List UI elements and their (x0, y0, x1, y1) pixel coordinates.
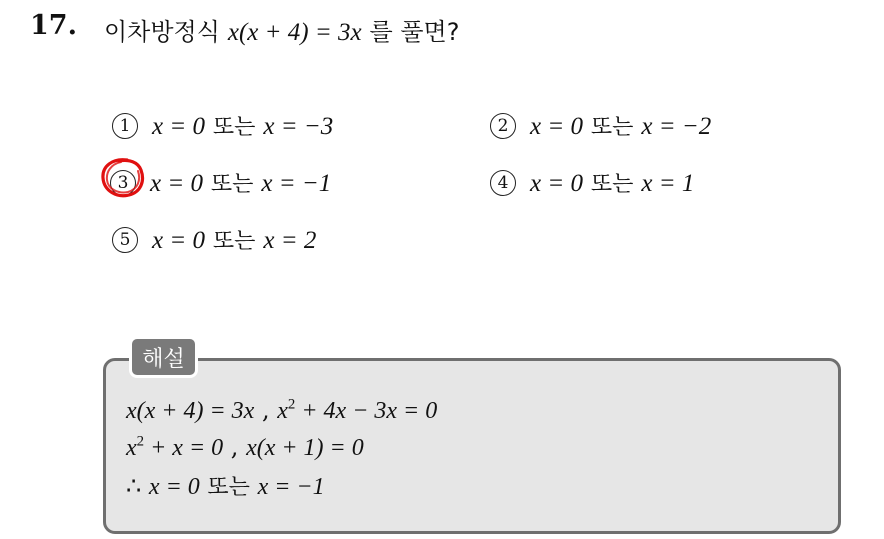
solution-var: x (126, 435, 137, 461)
solution-line-1 (126, 396, 437, 425)
choice-connector: 또는 (212, 115, 256, 140)
solution-answer-a: x = 0 (148, 474, 200, 500)
solution-expr-rest: + x = 0 (144, 435, 224, 461)
choice-value-b: x = −1 (261, 170, 332, 197)
choice-value-b: x = −2 (641, 113, 712, 140)
question-number: 17. (30, 10, 77, 41)
solution-exponent: 2 (136, 433, 145, 450)
solution-connector: 또는 (207, 475, 250, 500)
choice-value-a: x = 0 (530, 170, 583, 197)
choice-1[interactable] (112, 110, 333, 141)
choice-5[interactable] (112, 224, 316, 255)
choice-marker: 1 (112, 113, 138, 139)
choice-2[interactable] (490, 110, 711, 141)
choice-connector: 또는 (210, 172, 254, 197)
solution-separator: , (261, 396, 270, 424)
solution-exponent: 2 (287, 396, 296, 413)
choice-value-a: x = 0 (152, 113, 205, 140)
choice-marker: 4 (490, 170, 516, 196)
choice-4[interactable] (490, 167, 694, 198)
choice-value-a: x = 0 (530, 113, 583, 140)
question-prefix: 이차방정식 (104, 18, 220, 46)
therefore-symbol: ∴ (126, 472, 142, 500)
question-text (104, 12, 459, 47)
solution-line-2 (126, 433, 364, 462)
choice-connector: 또는 (590, 115, 634, 140)
choice-marker: 5 (112, 227, 138, 253)
answer-mark-circle (99, 156, 147, 200)
solution-expr: x(x + 1) = 0 (246, 435, 364, 461)
choice-marker: 3 (110, 170, 136, 196)
question-equation: x(x + 4) = 3x (227, 19, 362, 46)
choice-marker: 2 (490, 113, 516, 139)
solution-separator: , (230, 433, 239, 461)
choice-value-b: x = 1 (641, 170, 695, 197)
solution-expr-rest: + 4x − 3x = 0 (295, 398, 438, 424)
question-suffix: 를 풀면? (369, 18, 460, 46)
choice-value-b: x = −3 (263, 113, 334, 140)
solution-line-3 (126, 470, 325, 501)
choice-value-b: x = 2 (263, 227, 317, 254)
solution-var: x (277, 398, 288, 424)
choice-connector: 또는 (212, 229, 256, 254)
choice-connector: 또는 (590, 172, 634, 197)
choice-value-a: x = 0 (152, 227, 205, 254)
solution-answer-b: x = −1 (257, 474, 325, 500)
choice-value-a: x = 0 (150, 170, 203, 197)
solution-label: 해설 (129, 336, 198, 378)
solution-expr: x(x + 4) = 3x (126, 398, 255, 424)
